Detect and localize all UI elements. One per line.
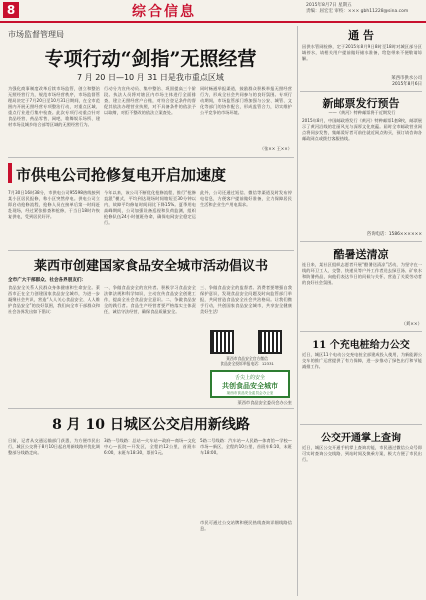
power-body-col-2: 今年以来，该公司不断优化抢修流程，推行“抢修直派”模式，平均到达现场时间缩短至30分钟以内，故障平均修复时间同比下降15%。夏季用电高峰期间，公司加强设备巡视和负荷监测，组织抢修队伍24小时值班待命，确保电网安全稳定运行。	[104, 190, 196, 225]
lead-subhead: 7 月 20 日—10 月 31 日是我市重点区域	[77, 73, 224, 82]
notice-body: 因供水管网检修，定于2015年8月9日8时至18时对城区部分区域停水，请相关用户提前做好储水准备，给您带来不便敬请谅解。	[302, 44, 422, 61]
divider	[8, 250, 294, 251]
section-title: 综合信息	[132, 4, 196, 20]
qr-code-icon	[258, 330, 282, 354]
qr-code-icon	[210, 330, 234, 354]
food-safety-title: 莱西市创建国家食品安全城市活动倡议书	[33, 259, 268, 274]
qr-captions	[202, 356, 292, 366]
lead-body-col-2: 行动分为宣传动员、集中整治、巩固提高三个阶段。执法人员将对辖区内市场主体进行全面排查，建立无照经营户台账，对符合登记条件的督促其依法办理营业执照，对不具备条件的依法予以取缔，对拒不整改的依法立案查处。	[104, 86, 196, 115]
food-safety-body-col-2: 一、争做食品安全的宣传者。积极学习食品安全法律法规和科学知识，主动宣传食品安全创建工作，提高全社会食品安全意识。二、争做食品安全的践行者。食品生产经营者要严格落实主体责任，诚信守法经营，确保食品质量安全。	[104, 285, 196, 314]
title-accent-bar	[8, 163, 12, 183]
bus-body-col-1: 日前，记者从交通运输部门获悉，为方便市民出行，城区公交将于8月10日起启用新线路并优化调整部分线路走向。	[8, 438, 100, 455]
divider	[8, 408, 294, 409]
lead-headline: 专项行动“剑指”无照经营	[44, 48, 257, 70]
lead-body-col-1: 为强化商事制度改革后续市场监管，创立和整治无照经营行为，规范市场经营秩序，市场监督管理局决定于7月20日至10月31日期间，在全市范围内开展无照经营专项整治行动，对重点区域、重点行业进行集中检查。此次专项行动重点针对食品经营、药品零售、网吧、歌舞娱乐场所、建材市场及城乡结合部等区域的无照经营行为。	[8, 86, 100, 127]
masthead-meta	[306, 3, 424, 15]
notice-title: 通 告	[348, 29, 374, 42]
cool-summer-title: 酷暑送清凉	[333, 248, 389, 261]
power-body-col-3: 此外，公司还通过短信、微信等渠道及时发布停电信息，方便客户提前做好准备，全力保障居民生活和企业生产用电需求。	[200, 190, 292, 207]
food-safety-salutation: 全市广大干部群众、社会各界朋友们：	[8, 278, 87, 283]
bus-body-col-2: 3路一号线路：总站—火车站—政府—商场—文化中心—医院—开发区，全程约12公里，首班车6:00，末班车18:30，票价1元。	[104, 438, 196, 455]
power-body-col-1: 7月30日16时38分，市供电公司95598热线接到某小区居民报修，称小区突然停电。供电公司立即启动抢修流程，抢修人员在接单后第一时间赶赴现场，经过紧张排查和抢修，于当日18时许恢复供电，受到居民好评。	[8, 190, 100, 219]
power-article-title: 市供电公司抢修复电开启加速度	[16, 166, 227, 184]
food-safety-body-col-1: 食品安全关系人民群众身体健康和生命安全。莱西市正在全力创建国家食品安全城市，为进一步凝聚社会共识，营造“人人关心食品安全、人人维护食品安全”的良好氛围，我们向全市干部群众和社会各界发出如下倡议：	[8, 285, 100, 314]
charging-title: 11 个充电桩给力公交	[312, 340, 410, 351]
divider	[300, 331, 422, 332]
sign-small-text: 莱西市食品安全委员会办公室	[226, 391, 274, 395]
divider	[300, 241, 422, 242]
bus-body-col-4: 市民可通过公交站牌和便民热线查询详细线路信息。	[200, 520, 292, 531]
page-number: 8	[3, 2, 19, 18]
lead-kicker: 市场监督管理局	[8, 30, 64, 39]
masthead	[0, 0, 426, 22]
column-divider	[297, 26, 298, 596]
divider	[300, 424, 422, 425]
bus-body-col-3: 5路二号线路：汽车站—人民路—体育馆—学校—市场—新区，全程约10公里，首班车6:10，末班车18:00。	[200, 438, 292, 455]
food-safety-sign	[210, 370, 290, 398]
masthead-date: 2015年8月7日 星期五	[306, 3, 352, 8]
stamp-notice-intro: ——《黄河》特种邮票将于近期发行	[328, 110, 396, 115]
stamp-notice-title: 新邮票发行预告	[322, 97, 400, 110]
masthead-editors: 责编：屈宏宏 审校：××× gbh11228@sina.com	[306, 9, 409, 14]
bus-query-title: 公交开通掌上查询	[321, 433, 401, 444]
masthead-rule	[0, 21, 426, 23]
sign-line-2: 共创食品安全城市	[222, 382, 278, 390]
divider	[8, 157, 294, 158]
sign-line-1: 舌尖上的安全	[234, 375, 265, 381]
cool-summer-byline: （刘××）	[401, 322, 422, 327]
stamp-notice-body: 2015年8月，中国邮政将发行《黄河》特种邮票1套8枚，邮票展示了黄河沿线的壮丽风光与深厚文化底蕴。届时全市邮政营业网点将同步发售，集邮爱好者可前往就近网点购买，预订请咨询各邮政网点或拨打客服热线。	[302, 118, 422, 141]
qr-caption-hotline: 食品安全投诉举报电话：12331	[220, 361, 274, 366]
divider	[300, 91, 422, 92]
notice-date: 2015年8月6日	[392, 82, 422, 87]
bus-article-title: 8 月 10 日城区公交启用新线路	[52, 417, 250, 433]
food-safety-issuer: 莱西市食品安全委员会办公室	[237, 400, 292, 405]
cool-summer-body: 连日来，某社区组织志愿者开展“酷暑送清凉”活动，为坚守在一线的环卫工人、交警、快递员等户外工作者送去绿豆汤、矿泉水和防暑药品，向他们表达节日的问候与关怀，营造了关爱劳动者的良好社会氛围。	[302, 262, 422, 285]
food-safety-body-col-3: 三、争做食品安全的监督者。消费者要增强自我保护意识，发现食品安全问题及时向监管部门举报，共同营造食品安全社会共治格局。让我们携手行动，共创国家食品安全城市，共享安全健康美好生活！	[200, 285, 292, 314]
notice-signer: 莱西市供水公司	[391, 76, 422, 81]
bus-query-body: 近日，城区公交开通手机掌上查询功能，市民通过微信公众号即可实时查询公交线路、到站时间及换乘方案，极大方便了市民出行。	[302, 445, 422, 462]
lead-byline: （张×× 王××）	[259, 146, 292, 151]
stamp-notice-contact: 咨询电话：1586××××××	[366, 232, 422, 237]
lead-body-col-3: 同时畅通举报渠道，鼓励群众积极举报无照经营行为，形成全社会共同参与的良好氛围。专项行动期间，市场监管部门将加强与公安、城管、文化等部门的协作配合，形成监管合力，切实维护公平竞争的市场环境。	[200, 86, 292, 115]
charging-body: 近日，城区11个电动公交充电桩全部建成投入使用，为新能源公交车的推广运营提供了有力保障，进一步推动了绿色出行和节能减排工作。	[302, 352, 422, 369]
qr-caption-wechat: 莱西市食品安全官方微信	[226, 356, 268, 361]
